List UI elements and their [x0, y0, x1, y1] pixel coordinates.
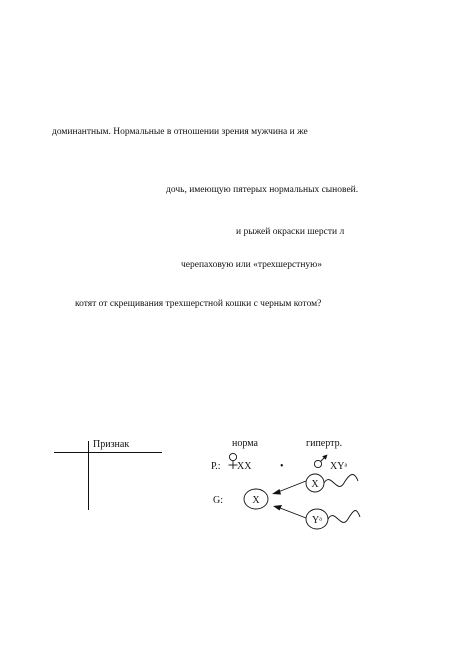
g-label: G:	[213, 495, 223, 506]
gamete-female-label: Х	[252, 495, 260, 506]
table-header: Признак	[93, 439, 130, 450]
arrow-y-head-icon	[273, 505, 282, 511]
gamete-male-y-label: Yᵃ	[312, 515, 322, 526]
label-norm: норма	[232, 438, 258, 449]
text-line-3: и рыжей окраски шерсти л	[236, 227, 345, 237]
sperm-tail-y-icon	[328, 511, 360, 523]
arrow-x-head-icon	[272, 489, 281, 495]
male-genotype: ХYᵃ	[330, 461, 348, 472]
sperm-tail-x-icon	[324, 475, 358, 487]
p-label: Р.:	[211, 461, 221, 472]
text-line-2: дочь, имеющую пятерых нормальных сыновей.	[166, 185, 359, 195]
label-hyper: гипертр.	[306, 438, 343, 449]
gamete-male-x-label: Х	[311, 479, 319, 490]
female-genotype: ХХ	[237, 461, 252, 472]
text-line-4: черепаховую или «трехшерстную»	[181, 260, 323, 270]
arrow-x-line	[278, 481, 306, 492]
cross-dot: •	[280, 461, 284, 472]
arrow-y-line	[280, 508, 306, 518]
text-line-5: котят от скрещивания трехшерстной кошки с черным котом?	[75, 299, 322, 309]
text-line-1: доминантным. Нормальные в отношении зрения мужчина и же	[52, 127, 308, 137]
